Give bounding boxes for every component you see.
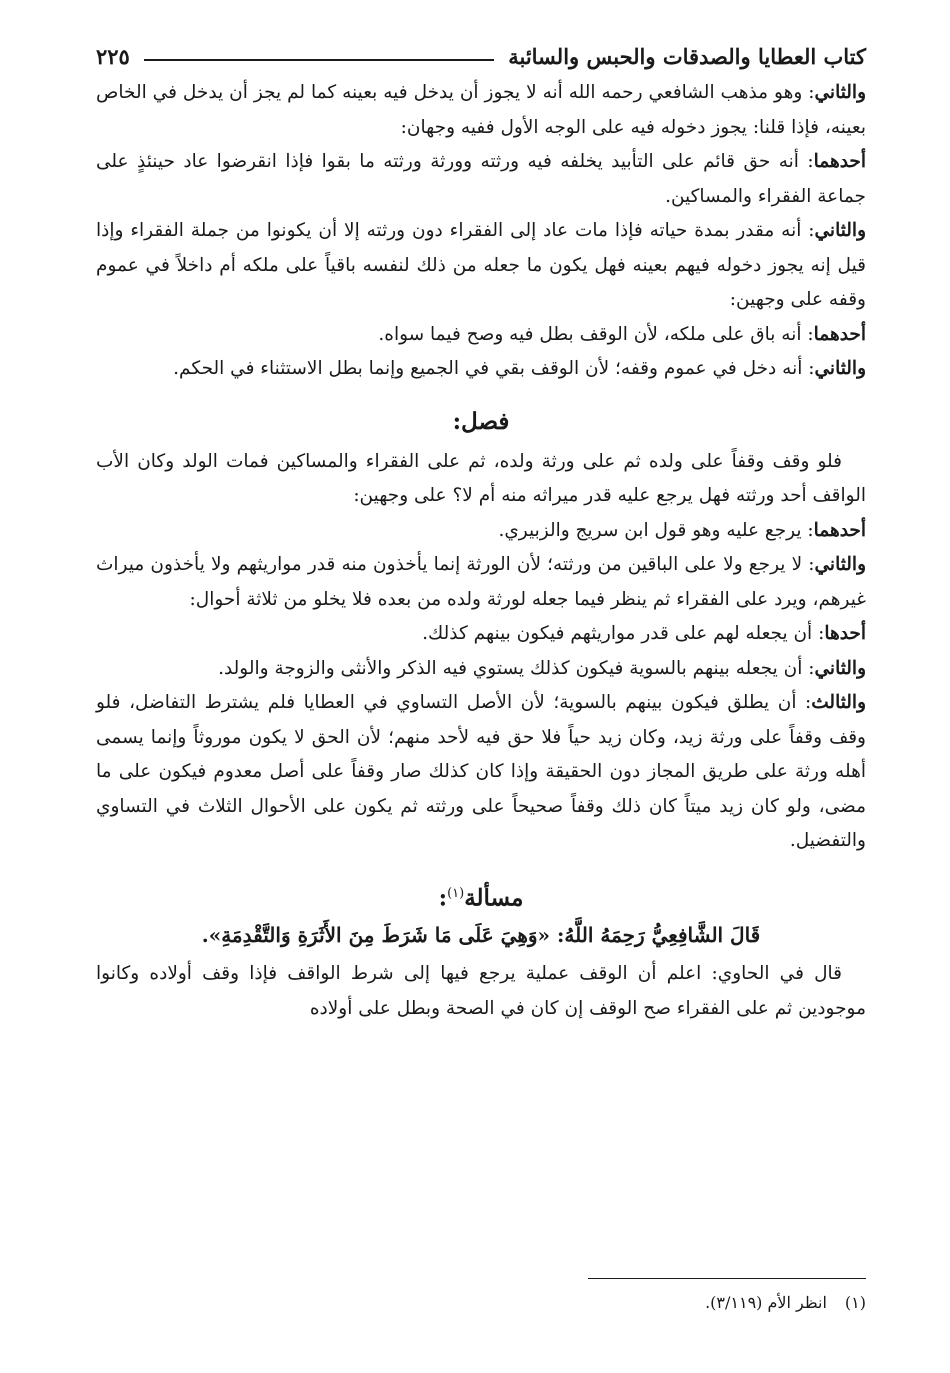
paragraph-label: والثاني <box>814 82 866 103</box>
running-header <box>96 36 866 76</box>
paragraph-label: والثاني <box>814 358 866 379</box>
footnote-text: انظر الأم (٣/١١٩). <box>705 1293 827 1312</box>
paragraph-text: : وهو مذهب الشافعي رحمه الله أنه لا يجوز أن يدخل فيه بعينه كما لم يجز أن يدخل في الخاص بعينه، فإذا قلنا: يجوز دخوله فيه على الوجه الأول ففيه وجهان: <box>96 82 866 138</box>
paragraph-text: : أن يطلق فيكون بينهم بالسوية؛ لأن الأصل التساوي في العطايا فلم يشترط التفاضل، فلو وقف وقفاً على ورثة زيد، وكان زيد حياً فلا حق فيه لأحد منهم؛ لأن الحق لا يكون موروثاً وإنما يسمى أهله ورثة على طريق المجاز دون الحقيقة وإذا كان كذلك صار وقفاً على أصل معدوم فيكون على ما مضى، ولو كان زيد ميتاً كان ذلك وقفاً صحيحاً على ورثته ثم يكون على الأحوال الثلاث في التساوي والتفضيل. <box>96 692 866 851</box>
paragraph-text: : أن يجعله بينهم بالسوية فيكون كذلك يستوي فيه الذكر والأنثى والزوجة والولد. <box>218 657 815 679</box>
section-heading-fasl: فصل: <box>452 407 510 435</box>
paragraph-intro: فلو وقف وقفاً على ولده ثم على ورثة ولده، ثم على الفقراء والمساكين فمات الولد وكان الأب الواقف أحد ورثته فهل يرجع عليه قدر ميراثه منه أم لا؟ على وجهين: <box>96 450 866 506</box>
section-heading-masala <box>96 877 866 916</box>
page <box>96 36 866 1026</box>
paragraph <box>96 514 866 549</box>
paragraph-text: : لا يرجع ولا على الباقين من ورثته؛ لأن الورثة إنما يأخذون منه قدر مواريثهم ولا يأخذون ميراث غيرهم، ويرد على الفقراء ثم ينظر فيما جعله لورثة ولده من بعده فلا يخلو من ثلاثة أحوال: <box>96 554 866 610</box>
paragraph <box>96 76 866 145</box>
paragraph <box>96 145 866 214</box>
paragraph <box>96 214 866 318</box>
footnote-rule <box>588 1278 866 1279</box>
paragraph <box>96 652 866 687</box>
paragraph <box>96 352 866 387</box>
paragraph-text: : أنه مقدر بمدة حياته فإذا مات عاد إلى الفقراء دون ورثته إلا أن يكونوا من جملة الفقراء وإذا قيل إنه يجوز دخوله فيهم بعينه فهل يكون ما جعله من ذلك لنفسه باقياً على ملكه أم داخلاً في عموم وقفه على وجهين: <box>96 220 866 310</box>
paragraph <box>96 548 866 617</box>
page-number: ٢٢٥ <box>96 43 130 69</box>
header-rule <box>144 59 494 61</box>
main-text <box>96 76 866 1026</box>
paragraph-label: أحدهما <box>813 151 866 172</box>
paragraph-text: : أنه دخل في عموم وقفه؛ لأن الوقف بقي في الجميع وإنما بطل الاستثناء في الحكم. <box>173 358 815 379</box>
masala-heading-colon: : <box>438 884 448 912</box>
paragraph <box>96 686 866 859</box>
paragraph-label: أحدها <box>824 623 866 644</box>
paragraph-text: : أنه حق قائم على التأبيد يخلفه فيه ورثته وورثة ورثته ما بقوا فإذا انقرضوا عاد حينئذٍ على جماعة الفقراء والمساكين. <box>96 151 866 207</box>
footnote <box>96 1289 866 1317</box>
paragraph-text: : يرجع عليه وهو قول ابن سريج والزبيري. <box>498 519 814 541</box>
paragraph <box>96 617 866 652</box>
paragraph-text: : أن يجعله لهم على قدر مواريثهم فيكون بينهم كذلك. <box>422 623 825 644</box>
paragraph-label: أحدهما <box>813 323 866 345</box>
footnote-number: (١) <box>844 1293 866 1312</box>
paragraph-label: والثاني <box>814 554 866 575</box>
paragraph-label: والثاني <box>814 220 866 241</box>
shafii-quote: قَالَ الشَّافِعِيُّ رَحِمَهُ اللَّهُ: «وَهِيَ عَلَى مَا شَرَطَ مِنَ الأَثَرَةِ وَالتَّقْدِمَةِ». <box>201 923 761 948</box>
footnotes <box>96 1278 866 1317</box>
paragraph-hawi: قال في الحاوي: اعلم أن الوقف عملية يرجع فيها إلى شرط الواقف فإذا وقف أولاده وكانوا موجودين ثم على الفقراء صح الوقف إن كان في الصحة وبطل على أولاده <box>96 963 866 1019</box>
paragraph-label: أحدهما <box>813 519 866 541</box>
footnote-reference[interactable]: (١) <box>447 885 465 901</box>
paragraph <box>96 318 866 353</box>
paragraph-text: : أنه باق على ملكه، لأن الوقف بطل فيه وصح فيما سواه. <box>378 323 814 345</box>
paragraph-label: والثالث <box>811 692 866 713</box>
masala-heading-text: مسألة <box>464 884 524 912</box>
paragraph-label: والثاني <box>814 657 866 679</box>
book-title: كتاب العطايا والصدقات والحبس والسائبة <box>508 43 866 69</box>
